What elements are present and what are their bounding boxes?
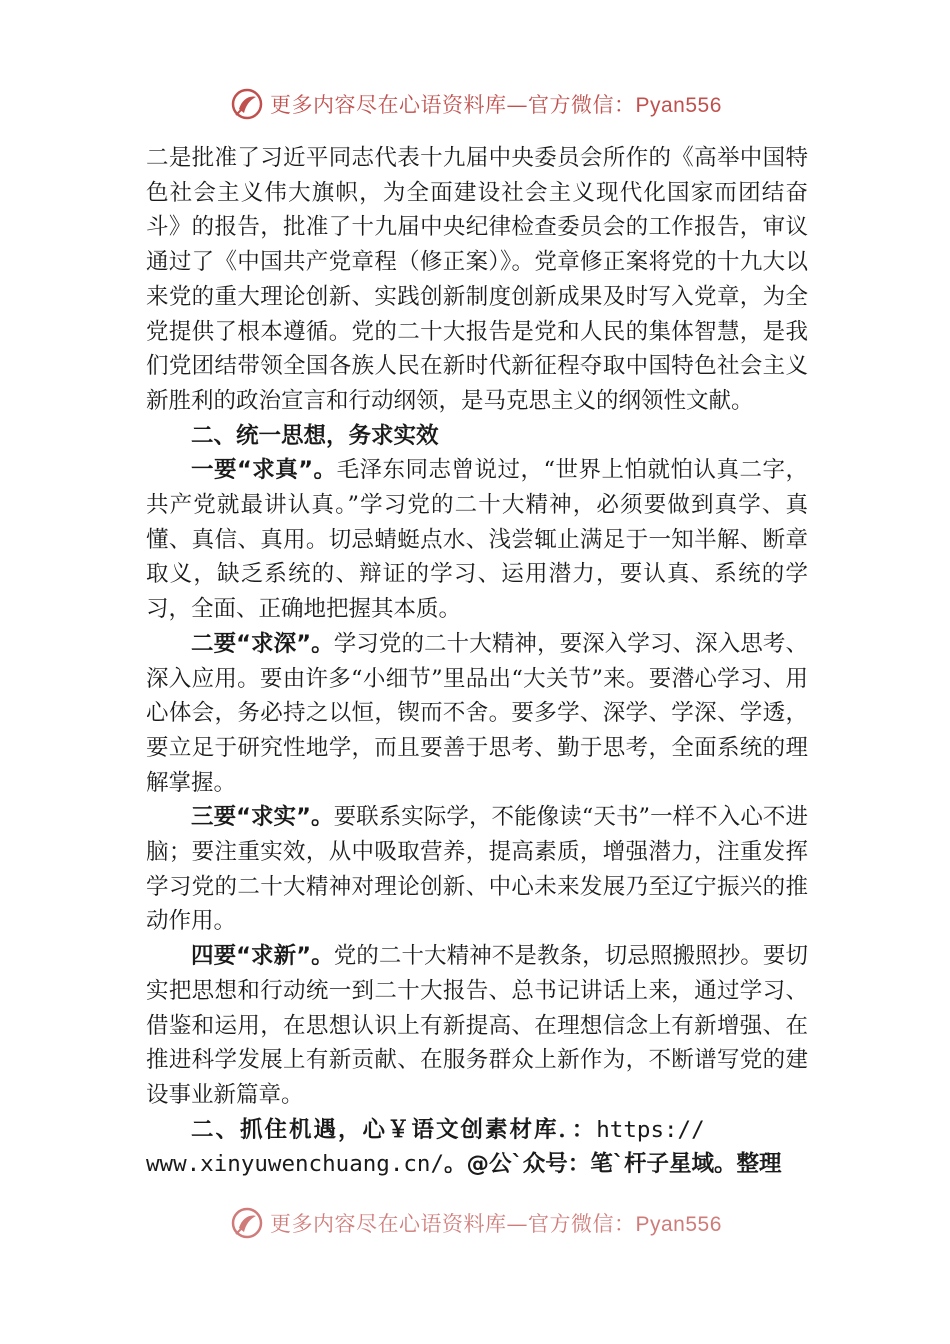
lead-qiuxin: 四要“求新”。: [191, 943, 334, 970]
paragraph-intro: 二是批准了习近平同志代表十九届中央委员会所作的《高举中国特色社会主义伟大旗帜，为全面建设社会主义现代化国家而团结奋斗》的报告，批准了十九届中央纪律检查委员会的工作报告，审议通过了《中国共产党章程（修正案）》。党章修正案将党的十九大以来党的重大理论创新、实践创新制度创新成果及时写入党章，为全党提供了根本遵循。党的二十大报告是党和人民的集体智慧，是我们党团结带领全国各族人民在新时代新征程夺取中国特色社会主义新胜利的政治宣言和行动纲领，是马克思主义的纲领性文献。: [146, 145, 808, 414]
source-url-part1: https://: [596, 1116, 705, 1143]
header-watermark: [230, 84, 730, 124]
banner-text: 更多内容尽在心语资料库—官方微信：Pyan556: [270, 1212, 722, 1236]
banner-wechat: Pyan556: [635, 94, 722, 117]
source-url-part2: www.xinyuwenchuang.cn/: [146, 1151, 445, 1178]
paragraph-qiuzhen: [146, 453, 808, 627]
source-attribution: www.xinyuwenchuang.cn/。@公`众号：笔`杆子星域。整理: [146, 1151, 782, 1178]
lead-qiuzhen: 一要“求真”。: [191, 457, 337, 484]
seal-logo-icon: [230, 1206, 264, 1240]
body-qiuxin: 党的二十大精神不是教条，切忌照搬照抄。要切实把思想和行动统一到二十大报告、总书记讲话上来，通过学习、借鉴和运用，在思想认识上有新提高、在理想信念上有新增强、在推进科学发展上有新贡献、在服务群众上新作为，不断谱写党的建设事业新篇章。: [146, 943, 808, 1108]
lead-qiushi: 三要“求实”。: [191, 804, 334, 831]
footer-watermark: [230, 1203, 730, 1243]
banner-wechat: Pyan556: [635, 1213, 722, 1236]
paragraph-qiuxin: [146, 939, 808, 1113]
body-qiushen: 学习党的二十大精神，要深入学习、深入思考、深入应用。要由许多“小细节”里品出“大关节”来。要潜心学习、用心体会，务必持之以恒，锲而不舍。要多学、深学、学深、学透，要立足于研究性地学，而且要善于思考、勤于思考，全面系统的理解掌握。: [146, 630, 808, 796]
seal-logo-icon: [230, 87, 264, 121]
document-body: [146, 141, 808, 1182]
lead-qiushen: 二要“求深”。: [191, 630, 334, 657]
body-qiushi: 要联系实际学，不能像读“天书”一样不入心不进脑；要注重实效，从中吸取营养，提高素质，增强潜力，注重发挥学习党的二十大精神对理论创新、中心未来发展乃至辽宁振兴的推动作用。: [146, 804, 808, 935]
banner-text: 更多内容尽在心语资料库—官方微信：Pyan556: [270, 93, 722, 117]
paragraph-qiushen: [146, 627, 808, 801]
paragraph-qiushi: [146, 800, 808, 939]
section-heading-2: 二、统一思想，务求实效: [191, 422, 439, 449]
body-qiuzhen: 毛泽东同志曾说过，“世界上怕就怕认真二字，共产党就最讲认真。”学习党的二十大精神，必须要做到真学、真懂、真信、真用。切忌蜻蜓点水、浅尝辄止满足于一知半解、断章取义，缺乏系统的、辩证的学习、运用潜力，要认真、系统的学习，全面、正确地把握其本质。: [146, 457, 808, 623]
section-heading-3: 二、抓住机遇，心￥语文创素材库．：https://: [191, 1116, 705, 1143]
